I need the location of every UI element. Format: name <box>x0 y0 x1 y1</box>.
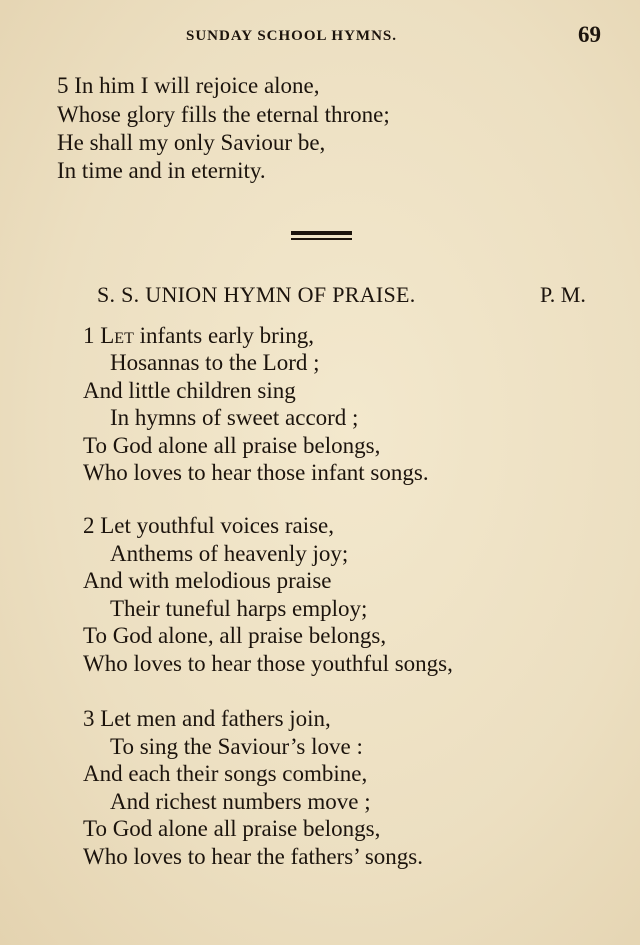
verse-line: And richest numbers move ; <box>110 789 371 814</box>
verse-line: In hymns of sweet accord ; <box>110 405 359 430</box>
verse-line: Anthems of heavenly joy; <box>110 541 349 566</box>
verse-line: To God alone, all praise belongs, <box>83 623 387 648</box>
page-number: 69 <box>578 22 601 47</box>
verse-line: To sing the Saviour’s love : <box>110 734 363 759</box>
verse-line: Who loves to hear those youthful songs, <box>83 651 453 676</box>
running-head: SUNDAY SCHOOL HYMNS. <box>186 28 398 44</box>
verse-line: 2 Let youthful voices raise, <box>83 513 335 538</box>
verse-line: And with melodious praise <box>83 568 332 593</box>
section-divider <box>291 231 352 240</box>
verse-line: And each their songs combine, <box>83 761 368 786</box>
verse-line: Whose glory fills the eternal throne; <box>57 102 390 127</box>
verse-line: Who loves to hear those infant songs. <box>83 460 429 485</box>
verse-line: Hosannas to the Lord ; <box>110 350 320 375</box>
verse-line: To God alone all praise belongs, <box>83 816 381 841</box>
hymn-title: S. S. UNION HYMN OF PRAISE. <box>97 282 416 307</box>
verse-line: 5 In him I will rejoice alone, <box>57 73 320 98</box>
verse-line <box>83 322 314 349</box>
verse-line: In time and in eternity. <box>57 158 266 183</box>
verse-line: Their tuneful harps employ; <box>110 596 368 621</box>
verse-line: Who loves to hear the fathers’ songs. <box>83 844 424 869</box>
verse-line: 3 Let men and fathers join, <box>83 706 331 731</box>
verse-line: To God alone all praise belongs, <box>83 433 381 458</box>
verse-line: And little children sing <box>83 378 296 403</box>
page-header <box>0 22 640 50</box>
verse-line-rest: infants early bring, <box>133 323 314 348</box>
drop-word: Let <box>100 323 134 348</box>
stanza-number: 1 <box>83 323 95 348</box>
verse-line: He shall my only Saviour be, <box>57 130 326 155</box>
hymn-meter: P. M. <box>540 282 586 307</box>
